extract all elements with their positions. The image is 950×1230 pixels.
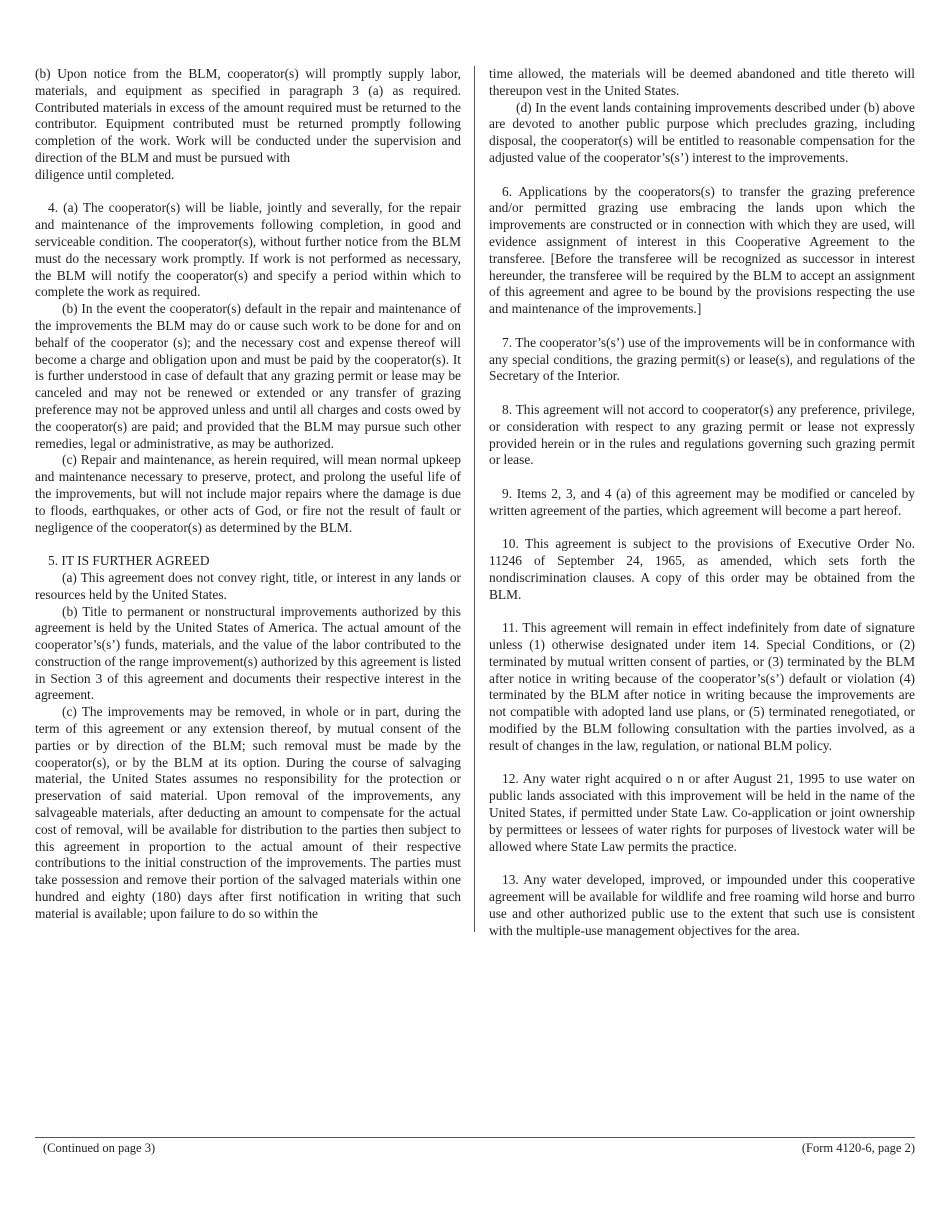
form-identifier: (Form 4120-6, page 2) bbox=[801, 1141, 915, 1155]
paragraph: 12. Any water right acquired o n or after August 21, 1995 to use water on public lands associated with this improvement will be held in the name of the United States, if permitted under State Law. Co-application or joint ownership by permittees or lessees of water rights for purposes of livestock water will be allowed where State Law permits the practice. bbox=[489, 771, 915, 854]
paragraph: 13. Any water developed, improved, or impounded under this cooperative agreement will be available for wildlife and free roaming wild horse and burro use and other authorized public use to the extent that such use is consistent with the multiple-use management objectives for the area. bbox=[489, 872, 915, 938]
continued-note: (Continued on page 3) bbox=[43, 1141, 156, 1155]
paragraph: (c) Repair and maintenance, as herein required, will mean normal upkeep and maintenance necessary to preserve, protect, and prolong the useful life of the improvements, but will not include major repairs where the damage is due to floods, earthquakes, or other acts of God, or fire not the result of fault or negligence of the cooperator(s) as determined by the BLM. bbox=[35, 452, 461, 535]
paragraph: 7. The cooperator’s(s’) use of the improvements will be in conformance with any special conditions, the grazing permit(s) or lease(s), and regulations of the Secretary of the Interior. bbox=[489, 334, 915, 384]
paragraph: 8. This agreement will not accord to cooperator(s) any preference, privilege, or consideration with respect to any grazing permit or lease not expressly provided herein or in the rules and regulations governing such grazing permit or lease. bbox=[489, 401, 915, 468]
paragraph: (c) The improvements may be removed, in whole or in part, during the term of this agreement or any extension thereof, by mutual consent of the parties or by direction of the BLM; such removal must be made by the cooperator(s), or by the BLM at its option. During the course of salvaging material, the United States assumes no responsibility for the protection or preservation of said material. Upon removal of the improvements, any salvageable materials, after deducting an amount to compensate for the actual cost of removal, will be available for distribution to the parties then subject to this agreement in proportion to the actual amount of their respective contributions to the initial construction of the improvements. The parties must take possession and remove their portion of the salvaged materials within one hundred and eighty (180) days after first notification in writing that such material is available; upon failure to do so within the bbox=[35, 704, 461, 921]
paragraph: diligence until completed. bbox=[35, 166, 175, 182]
paragraph: 4. (a) The cooperator(s) will be liable, jointly and severally, for the repair and maintenance of the improvements following completion, in good and serviceable condition. The cooperator(s), without further notice from the BLM must do the necessary work promptly. If work is not performed as necessary, the BLM will notify the cooperator(s) and specify a period within which to complete the work as required. bbox=[35, 200, 461, 300]
paragraph: 6. Applications by the cooperators(s) to transfer the grazing preference and/or permitted grazing use embracing the lands upon which the improvements are constructed or in connection with which they are used, will evidence assignment of interest in this Cooperative Agreement to the transferee. [Before the transferee will be recognized as successor in interest hereunder, the transferee will be required by the BLM to accept an assignment of this agreement and agree to be bound by the provisions respecting the use and maintenance of the improvements.] bbox=[489, 183, 915, 317]
paragraph: (b) In the event the cooperator(s) default in the repair and maintenance of the improvements the BLM may do or cause such work to be done for and on behalf of the cooperator (s); and the necessary cost and expense thereof will become a charge and obligation upon and must be paid by the cooperator(s). It is further understood in case of default that any grazing permit or lease may be canceled and may not be renewed or extended or any transfer of grazing preference may not be approved unless and until all charges and costs owed by the cooperator(s) are paid; and provided that the BLM may pursue such other remedies, legal or administrative, as may be authorized. bbox=[35, 301, 461, 451]
paragraph: (a) This agreement does not convey right, title, or interest in any lands or resources held by the United States. bbox=[35, 569, 461, 602]
paragraph: 11. This agreement will remain in effect indefinitely from date of signature unless (1) otherwise designated under item 14. Special Conditions, or (2) terminated by mutual written consent of parties, or (3) terminated by the BLM after notice in writing because of the cooperator’s(s’) default or violation (4) terminated by the BLM after notice in writing because the improvements are not compatible with adopted land use plans, or (5) terminated renegotiated, or modified by the BLM following consultation with the parties involved, as a result of changes in the law, regulation, or national BLM policy. bbox=[489, 620, 915, 753]
left-column bbox=[35, 66, 461, 923]
paragraph: (b) Upon notice from the BLM, cooperator(s) will promptly supply labor, materials, and equipment as specified in paragraph 3 (a) as required. Contributed materials in excess of the amount required must be returned to the contributor. Equipment contributed must be returned promptly following completion of the work. Work will be conducted under the supervision and direction of the BLM and must be pursued with bbox=[35, 66, 461, 165]
paragraph: time allowed, the materials will be deemed abandoned and title thereto will thereupon vest in the United States. bbox=[489, 66, 915, 98]
paragraph: 10. This agreement is subject to the provisions of Executive Order No. 11246 of September 24, 1965, as amended, which sets forth the nondiscrimination clauses. A copy of this order may be obtained from the BLM. bbox=[489, 536, 915, 602]
paragraph: (d) In the event lands containing improvements described under (b) above are devoted to another public purpose which precludes grazing, including disposal, the cooperator(s) will be entitled to reasonable compensation for the adjusted value of the cooperator’s(s’) interest to the improvements. bbox=[489, 99, 915, 165]
paragraph: (b) Title to permanent or nonstructural improvements authorized by this agreement is held by the United States of America. The actual amount of the cooperator’s(s’) funds, materials, and the value of the labor contributed to the construction of the range improvement(s) authorized by this agreement is listed in Section 3 of this agreement and documents their respective interest in the agreement. bbox=[35, 603, 461, 703]
footer-rule bbox=[35, 1137, 915, 1138]
paragraph: 5. IT IS FURTHER AGREED bbox=[48, 553, 210, 569]
column-divider bbox=[474, 66, 475, 932]
right-column bbox=[489, 66, 915, 939]
paragraph: 9. Items 2, 3, and 4 (a) of this agreement may be modified or canceled by written agreement of the parties, which agreement will become a part hereof. bbox=[489, 485, 915, 518]
